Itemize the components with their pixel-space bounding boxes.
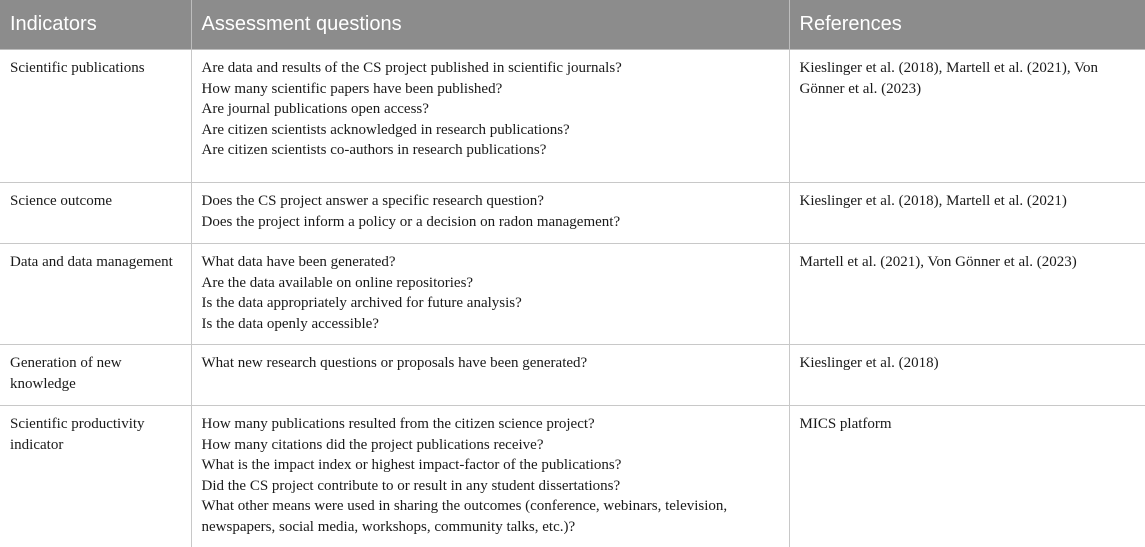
indicator-cell: Scientific publications: [0, 50, 191, 183]
question: Does the CS project answer a specific research question?: [202, 191, 779, 212]
questions-cell: [191, 406, 789, 547]
question: Are the data available on online repositories?: [202, 273, 779, 294]
questions-cell: [191, 345, 789, 406]
question: What other means were used in sharing the outcomes (conference, webinars, television, newspapers, social media, workshops, community talks, etc.)?: [202, 496, 779, 537]
question: Are journal publications open access?: [202, 99, 779, 120]
header-assessment-questions: Assessment questions: [191, 0, 789, 50]
question: Are citizen scientists co-authors in research publications?: [202, 140, 779, 161]
question: Is the data openly accessible?: [202, 314, 779, 335]
question: How many scientific papers have been published?: [202, 79, 779, 100]
indicator-cell: Generation of new knowledge: [0, 345, 191, 406]
table-row: [0, 50, 1145, 183]
references-cell: Martell et al. (2021), Von Gönner et al. (2023): [789, 244, 1145, 345]
header-row: [0, 0, 1145, 50]
table-row: [0, 345, 1145, 406]
indicator-cell: Data and data management: [0, 244, 191, 345]
question: What is the impact index or highest impact-factor of the publications?: [202, 455, 779, 476]
question: What data have been generated?: [202, 252, 779, 273]
indicator-cell: Scientific productivity indicator: [0, 406, 191, 547]
references-cell: Kieslinger et al. (2018): [789, 345, 1145, 406]
question: How many publications resulted from the citizen science project?: [202, 414, 779, 435]
references-cell: MICS platform: [789, 406, 1145, 547]
table-row: [0, 183, 1145, 244]
header-indicators: Indicators: [0, 0, 191, 50]
references-cell: Kieslinger et al. (2018), Martell et al. (2021): [789, 183, 1145, 244]
indicator-cell: Science outcome: [0, 183, 191, 244]
question: Is the data appropriately archived for future analysis?: [202, 293, 779, 314]
header-references: References: [789, 0, 1145, 50]
questions-cell: [191, 244, 789, 345]
table-body: [0, 50, 1145, 547]
table-row: [0, 406, 1145, 547]
question: Did the CS project contribute to or result in any student dissertations?: [202, 476, 779, 497]
question: Are citizen scientists acknowledged in research publications?: [202, 120, 779, 141]
question: How many citations did the project publications receive?: [202, 435, 779, 456]
question: What new research questions or proposals have been generated?: [202, 353, 779, 374]
question: Does the project inform a policy or a decision on radon management?: [202, 212, 779, 233]
questions-cell: [191, 50, 789, 183]
table-row: [0, 244, 1145, 345]
table-header: [0, 0, 1145, 50]
questions-cell: [191, 183, 789, 244]
references-cell: Kieslinger et al. (2018), Martell et al. (2021), Von Gönner et al. (2023): [789, 50, 1145, 183]
question: Are data and results of the CS project published in scientific journals?: [202, 58, 779, 79]
